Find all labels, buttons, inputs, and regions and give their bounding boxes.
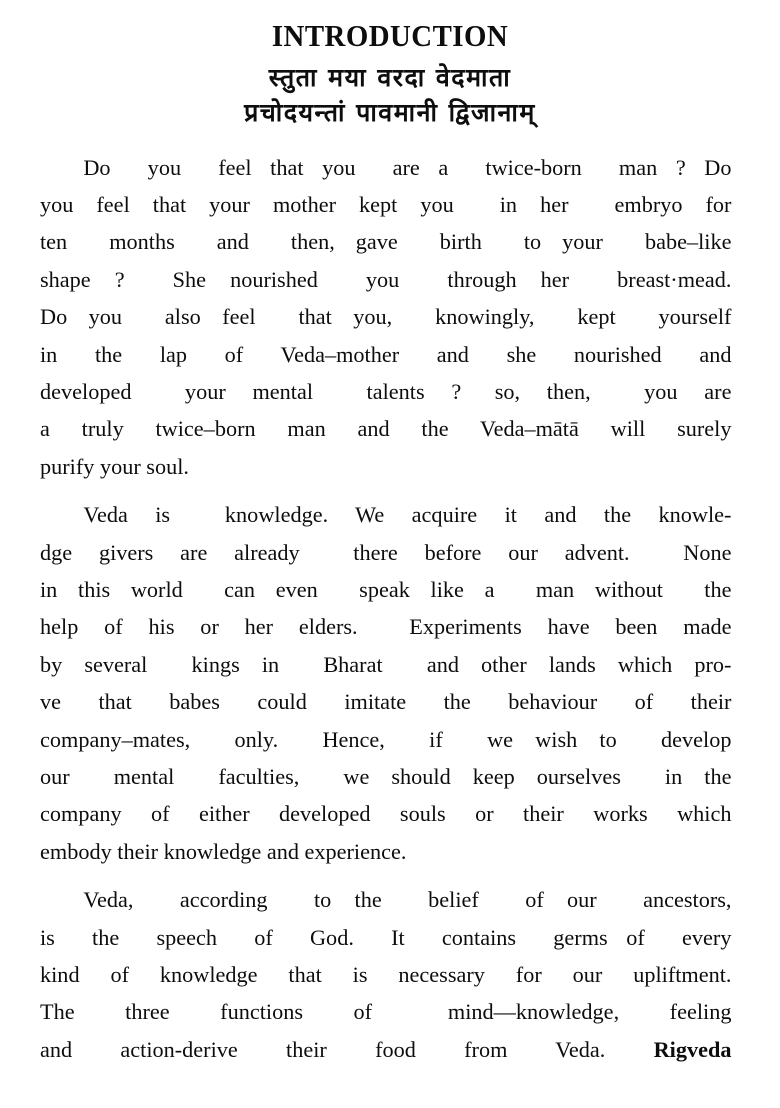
paragraph-3 (40, 881, 742, 1068)
paragraph-2 (40, 496, 742, 870)
text-line: you feel that your mother kept you in her embryo for (40, 191, 732, 217)
text-line: ten months and then, gave birth to your babe–like (40, 229, 732, 255)
text-line-part-a: and action-derive their food from Veda. (40, 1036, 654, 1062)
text-line: by several kings in Bharat and other lands which pro- (40, 651, 732, 677)
text-line: in this world can even speak like a man without the (40, 576, 732, 602)
emphasized-word-rigveda: Rigveda (653, 1036, 732, 1062)
text-line: our mental faculties, we should keep ourselves in the (40, 764, 732, 789)
text-line: company–mates, only. Hence, if we wish to develop (40, 726, 732, 752)
text-line: Do you feel that you are a twice-born man ? Do (83, 154, 732, 180)
text-line: embody their knowledge and experience. (40, 838, 407, 864)
text-line-part-b: so, then, you are (494, 378, 732, 404)
text-line: The three functions of mind—knowledge, feeling (40, 999, 732, 1025)
text-line: Veda is knowledge. We acquire it and the knowle- (83, 502, 732, 528)
sanskrit-verse-line-2: प्रचोदयन्तां पावमानी द्विजानाम् (244, 97, 536, 127)
text-line: purify your soul. (40, 453, 189, 479)
text-line: help of his or her elders. Experiments have been made (40, 614, 732, 640)
text-line-with-gap (40, 373, 731, 410)
text-line: Do you also feel that you, knowingly, kept yourself (40, 304, 732, 330)
text-line: a truly twice–born man and the Veda–mātā will surely (40, 416, 732, 442)
heading-block (0, 0, 780, 130)
text-line-with-bold (40, 1031, 731, 1068)
text-line: dge givers are already there before our advent. None (40, 539, 732, 565)
page-title: INTRODUCTION (271, 18, 509, 53)
text-line-part-a: developed your mental talents ? (40, 378, 462, 404)
text-line: company of either developed souls or their works which (40, 801, 732, 827)
text-line: kind of knowledge that is necessary for our upliftment. (40, 962, 732, 988)
text-line: is the speech of God. It contains germs of every (40, 924, 732, 950)
text-line: ve that babes could imitate the behaviour of their (40, 689, 732, 715)
text-line: shape ? She nourished you through her breast·mead. (40, 266, 732, 292)
body-text (0, 149, 780, 1069)
sanskrit-verse-line-1: स्तुता मया वरदा वेदमाता (268, 63, 512, 92)
text-line: in the lap of Veda–mother and she nourished and (40, 341, 732, 367)
paragraph-1 (40, 149, 742, 486)
text-line: Veda, according to the belief of our ancestors, (83, 887, 732, 913)
